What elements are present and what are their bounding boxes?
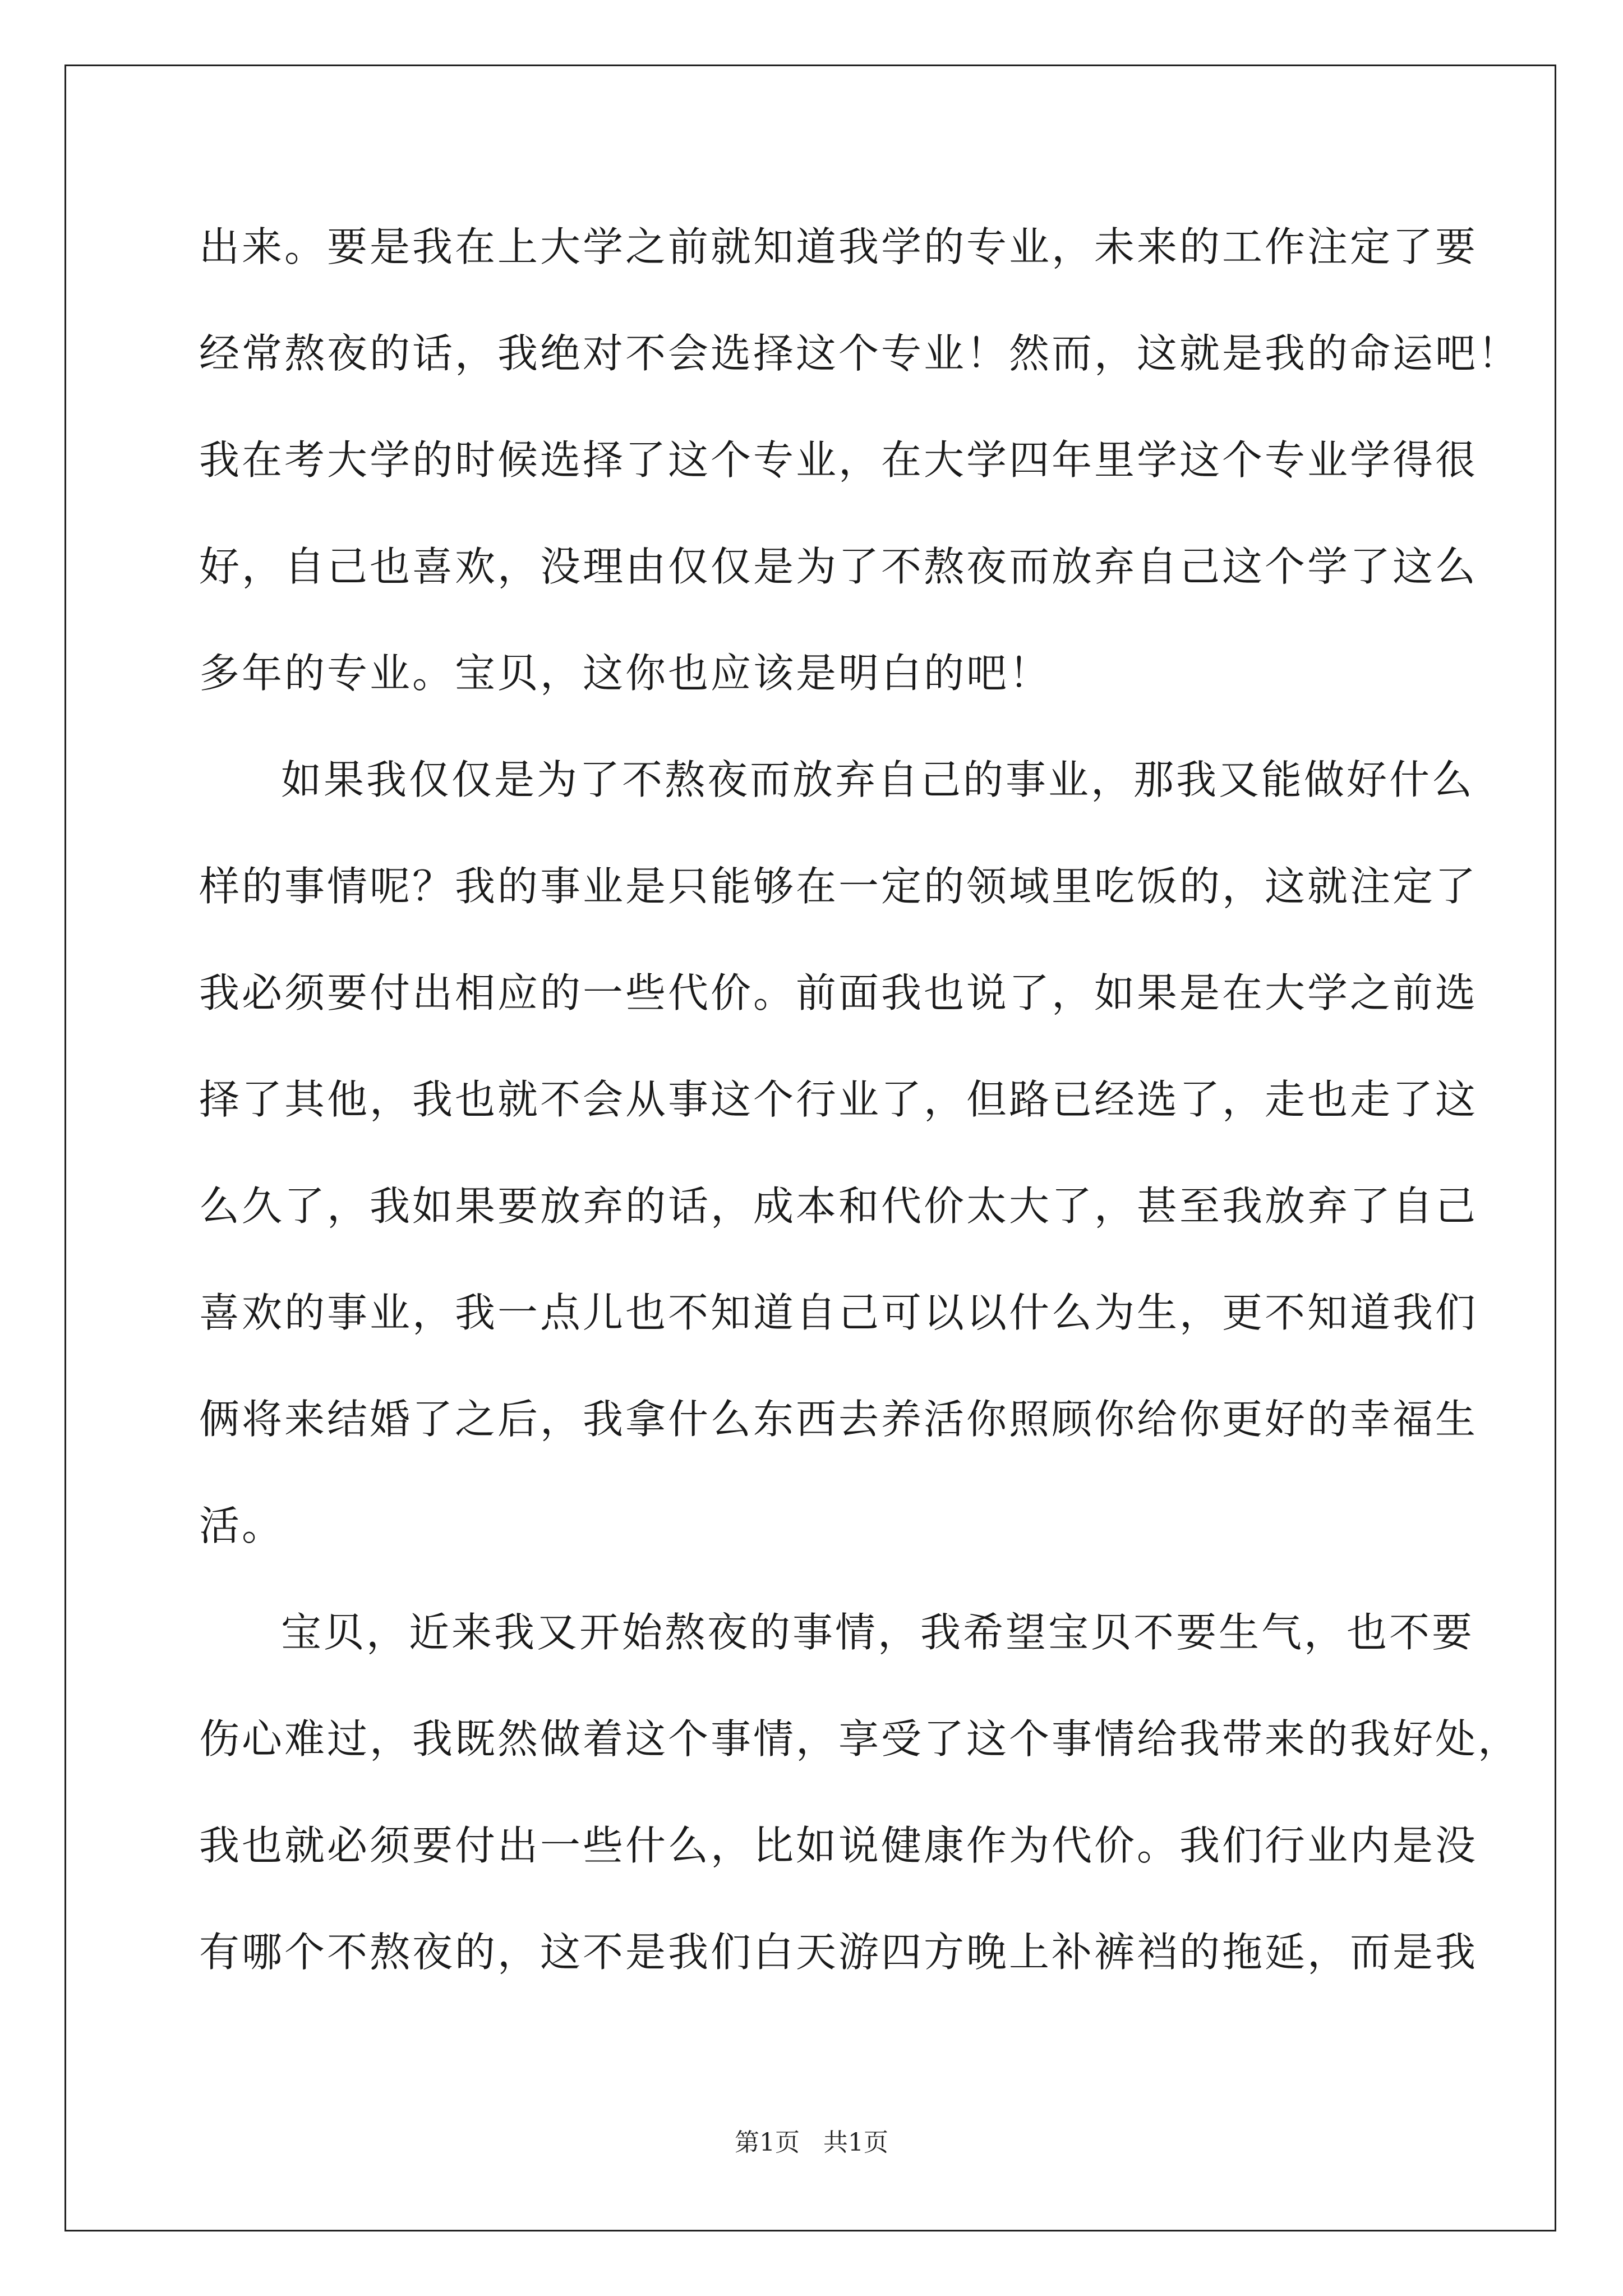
page-number: 第1页 <box>735 2128 800 2157</box>
text-line: 我必须要付出相应的一些代价。前面我也说了，如果是在大学之前选 <box>199 969 1478 1016</box>
text-line: 我在考大学的时候选择了这个专业，在大学四年里学这个专业学得很 <box>199 436 1478 484</box>
page-total: 共1页 <box>823 2128 888 2157</box>
footer-spacer <box>800 2128 823 2157</box>
text-line: 择了其他，我也就不会从事这个行业了，但路已经选了，走也走了这 <box>199 1076 1478 1123</box>
text-line: 喜欢的事业，我一点儿也不知道自己可以以什么为生，更不知道我们 <box>199 1289 1478 1336</box>
text-line: 活。 <box>199 1502 285 1549</box>
text-line: 样的事情呢？我的事业是只能够在一定的领域里吃饭的，这就注定了 <box>199 863 1478 910</box>
text-line: 我也就必须要付出一些什么，比如说健康作为代价。我们行业内是没 <box>199 1822 1478 1869</box>
paragraph-start-line: 如果我仅仅是为了不熬夜而放弃自己的事业，那我又能做好什么 <box>281 756 1475 803</box>
text-line: 伤心难过，我既然做着这个事情，享受了这个事情给我带来的我好处， <box>199 1715 1521 1763</box>
document-body <box>199 194 1521 2005</box>
page-footer <box>0 2126 1623 2160</box>
text-line: 多年的专业。宝贝，这你也应该是明白的吧！ <box>199 650 1052 697</box>
text-line: 么久了，我如果要放弃的话，成本和代价太大了，甚至我放弃了自己 <box>199 1182 1478 1230</box>
text-line: 好，自己也喜欢，没理由仅仅是为了不熬夜而放弃自己这个学了这么 <box>199 543 1478 590</box>
text-line: 有哪个不熬夜的，这不是我们白天游四方晚上补裤裆的拖延，而是我 <box>199 1929 1478 1976</box>
text-line: 经常熬夜的话，我绝对不会选择这个专业！然而，这就是我的命运吧！ <box>199 330 1521 377</box>
text-line: 出来。要是我在上大学之前就知道我学的专业，未来的工作注定了要 <box>199 223 1478 270</box>
text-line: 俩将来结婚了之后，我拿什么东西去养活你照顾你给你更好的幸福生 <box>199 1396 1478 1443</box>
paragraph-start-line: 宝贝，近来我又开始熬夜的事情，我希望宝贝不要生气，也不要 <box>281 1609 1475 1656</box>
